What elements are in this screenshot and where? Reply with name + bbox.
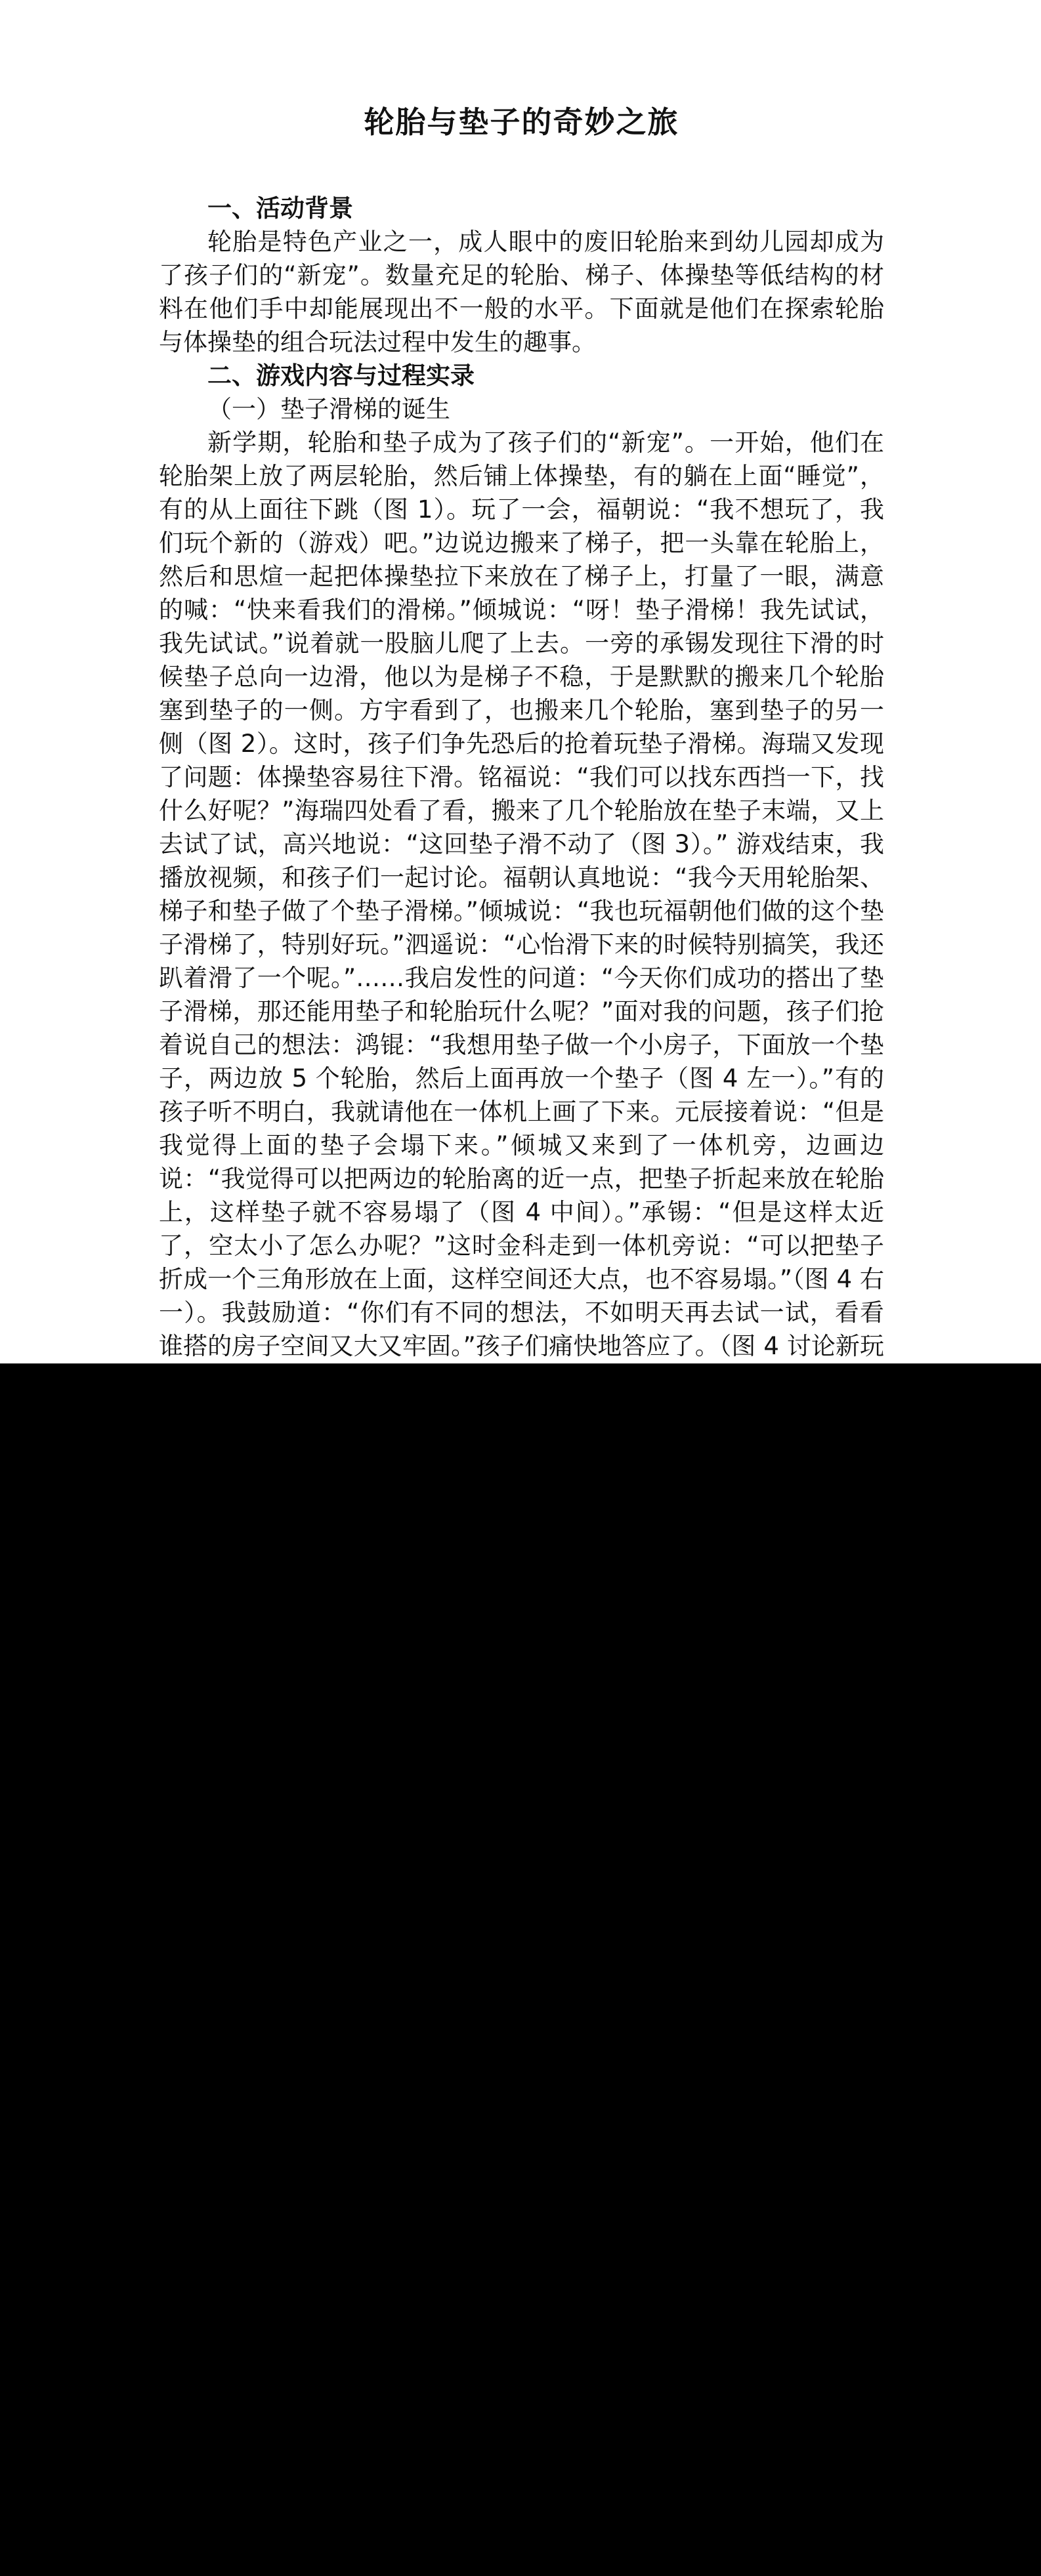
paragraph-background: 轮胎是特色产业之一，成人眼中的废旧轮胎来到幼儿园却成为了孩子们的“新宠”。数量充足的轮胎、梯子、体操垫等低结构的材料在他们手中却能展现出不一般的水平。下面就是他们在探索轮胎与体操垫的组合玩法过程中发生的趣事。 xyxy=(159,228,884,356)
paragraph-mat-slide: 新学期，轮胎和垫子成为了孩子们的“新宠”。一开始，他们在轮胎架上放了两层轮胎，然后铺上体操垫，有的躺在上面“睡觉”，有的从上面往下跳（图 1）。玩了一会，福朝说：“我不想玩了，我们玩个新的（游戏）吧。”边说边搬来了梯子，把一头靠在轮胎上，然后和思煊一起把体操垫拉下来放在了梯子上，打量了一眼，满意的喊：“快来看我们的滑梯。”倾城说：“呀！垫子滑梯！我先试试，我先试试。”说着就一股脑儿爬了上去。一旁的承锡发现往下滑的时候垫子总向一边滑，他以为是梯子不稳，于是默默的搬来几个轮胎塞到垫子的一侧。方宇看到了，也搬来几个轮胎，塞到垫子的另一侧（图 2）。这时，孩子们争先恐后的抢着玩垫子滑梯。海瑞又发现了问题：体操垫容易往下滑。铭福说：“我们可以找东西挡一下，找什么好呢？”海瑞四处看了看，搬来了几个轮胎放在垫子末端，又上去试了试，高兴地说：“这回垫子滑不动了（图 3）。” 游戏结束，我播放视频，和孩子们一起讨论。福朝认真地说：“我今天用轮胎架、梯子和垫子做了个垫子滑梯。”倾城说：“我也玩福朝他们做的这个垫子滑梯了，特别好玩。”泗遥说：“心怡滑下来的时候特别搞笑，我还趴着滑了一个呢。”……我启发性的问道：“今天你们成功的搭出了垫子滑梯，那还能用垫子和轮胎玩什么呢？”面对我的问题，孩子们抢着说自己的想法：鸿锟：“我想用垫子做一个小房子，下面放一个垫子，两边放 5 个轮胎，然后上面再放一个垫子（图 4 左一）。”有的孩子听不明白，我就请他在一体机上画了下来。元辰接着说：“但是我觉得上面的垫子会塌下来。”倾城又来到了一体机旁，边画边说：“我觉得可以把两边的轮胎离的近一点，把垫子折起来放在轮胎上，这样垫子就不容易塌了（图 4 中间）。”承锡：“但是这样太近了，空太小了怎么办呢？”这时金科走到一体机旁说：“可以把垫子折成一个三角形放在上面，这样空间还大点，也不容易塌。”（图 4 右一）。我鼓励道：“你们有不同的想法，不如明天再去试一试，看看谁搭的房子空间又大又牢固。”孩子们痛快地答应了。（图 4 讨论新玩 xyxy=(159,428,884,1360)
document-body xyxy=(159,192,884,1463)
section-heading-background: 一、活动背景 xyxy=(207,194,353,222)
blank-region xyxy=(0,1363,1041,2576)
page-title: 轮胎与垫子的奇妙之旅 xyxy=(364,104,679,140)
section-heading-game-content: 二、游戏内容与过程实录 xyxy=(207,362,475,390)
subsection-heading-mat-slide: （一）垫子滑梯的诞生 xyxy=(207,395,450,423)
